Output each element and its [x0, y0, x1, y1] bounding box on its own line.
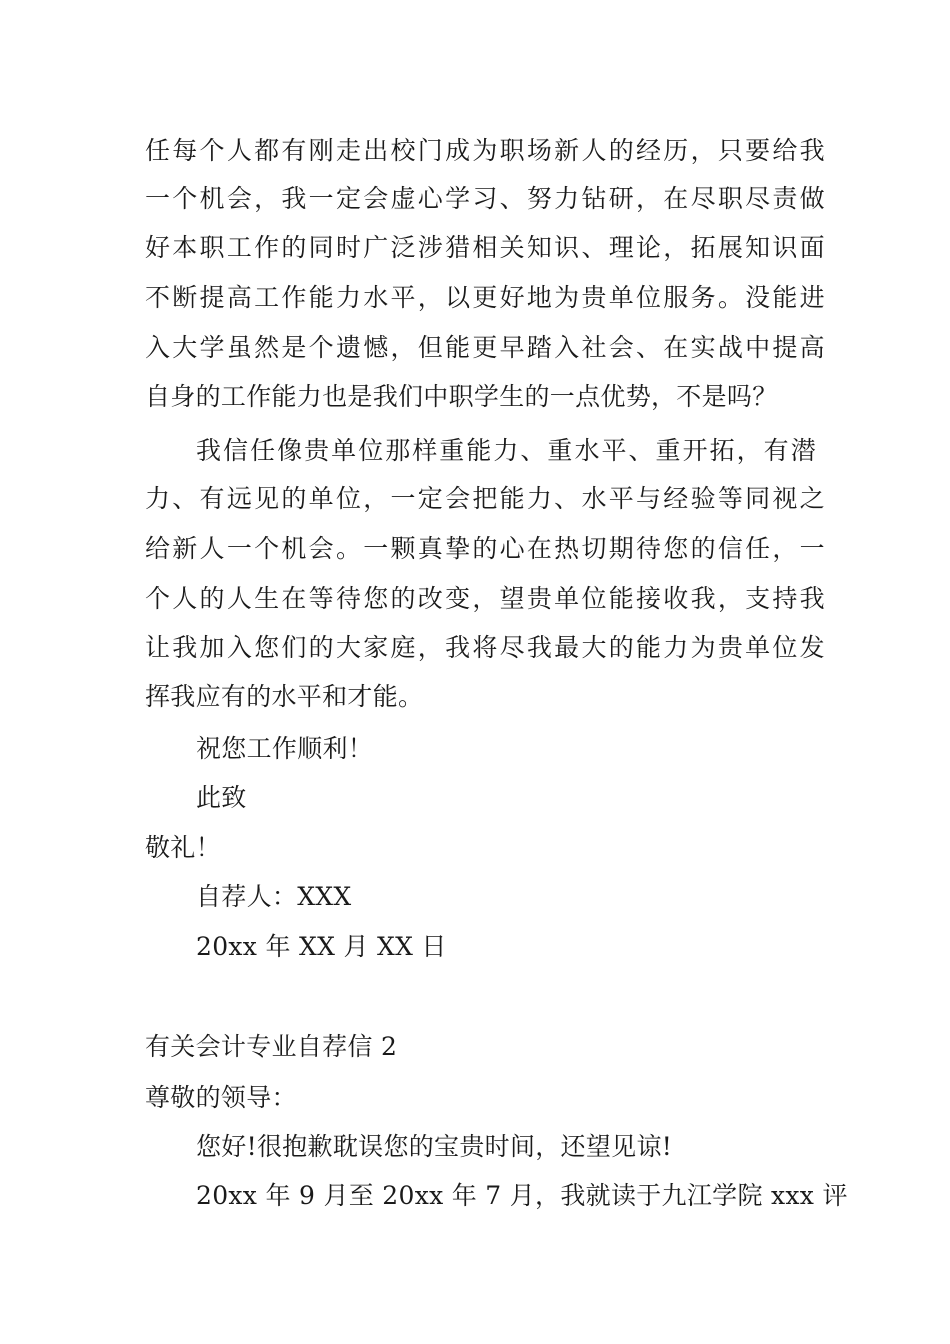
signer: 自荐人：XXX	[196, 882, 352, 911]
body-line: 一个机会，我一定会虚心学习、努力钻研，在尽职尽责做	[145, 184, 825, 213]
body-line: 好本职工作的同时广泛涉猎相关知识、理论，拓展知识面	[145, 233, 825, 262]
salutation: 尊敬的领导：	[145, 1083, 297, 1112]
body-line: 挥我应有的水平和才能。	[145, 682, 424, 711]
body-line: 入大学虽然是个遗憾，但能更早踏入社会、在实战中提高	[145, 333, 825, 362]
closing-wish: 祝您工作顺利！	[196, 734, 374, 763]
body-line: 让我加入您们的大家庭，我将尽我最大的能力为贵单位发	[145, 633, 825, 662]
greeting: 您好!很抱歉耽误您的宝贵时间，还望见谅!	[196, 1132, 673, 1161]
closing-ci-zhi: 此致	[196, 783, 247, 812]
closing-jing-li: 敬礼！	[145, 833, 221, 862]
body-line: 给新人一个机会。一颗真挚的心在热切期待您的信任，一	[145, 534, 825, 563]
body-line: 力、有远见的单位，一定会把能力、水平与经验等同视之	[145, 484, 825, 513]
section-title: 有关会计专业自荐信 2	[145, 1032, 398, 1061]
body-line: 自身的工作能力也是我们中职学生的一点优势，不是吗？	[145, 382, 778, 411]
body-line: 任每个人都有刚走出校门成为职场新人的经历，只要给我	[145, 136, 825, 165]
date: 20xx 年 XX 月 XX 日	[196, 932, 447, 961]
body-line: 个人的人生在等待您的改变，望贵单位能接收我，支持我	[145, 584, 825, 613]
body-line: 不断提高工作能力水平，以更好地为贵单位服务。没能进	[145, 283, 825, 312]
body-line: 我信任像贵单位那样重能力、重水平、重开拓，有潜	[196, 436, 816, 465]
body-line: 20xx 年 9 月至 20xx 年 7 月，我就读于九江学院 xxx 评	[196, 1181, 848, 1210]
